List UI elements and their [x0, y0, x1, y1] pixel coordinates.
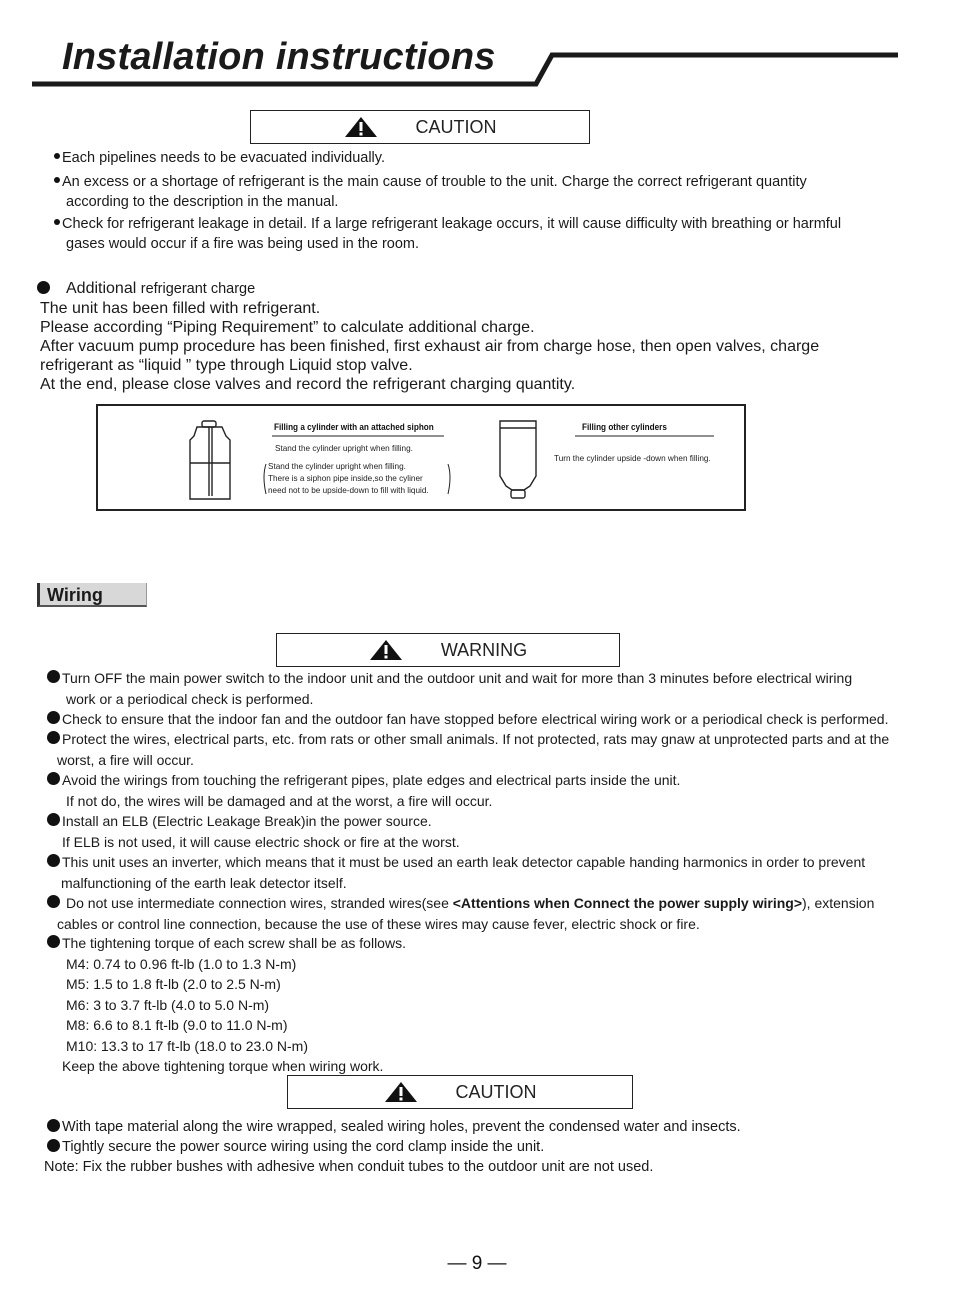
list-item-cont: If not do, the wires will be damaged and at the worst, a fire will occur.: [66, 793, 493, 809]
section-heading: Additional refrigerant charge: [66, 280, 256, 297]
torque-note: Keep the above tightening torque when wiring work.: [62, 1058, 384, 1074]
cylinder-filling-figure: [96, 404, 746, 511]
bullet-icon: [47, 670, 60, 683]
text-line: Please according “Piping Requirement” to calculate additional charge.: [40, 319, 535, 336]
list-item: Do not use intermediate connection wires, stranded wires(see <Attentions when Connect the power supply wiring>), extension: [66, 895, 875, 911]
warning-label: WARNING: [440, 639, 528, 660]
list-item-cont: according to the description in the manual.: [66, 194, 339, 210]
torque-row: M6: 3 to 3.7 ft-lb (4.0 to 5.0 N-m): [66, 997, 270, 1013]
figure-left-subtitle: Stand the cylinder upright when filling.: [275, 444, 413, 453]
caution-box-top: [250, 110, 590, 144]
list-item-cont: gases would occur if a fire was being used in the room.: [66, 236, 420, 252]
list-item: Check for refrigerant leakage in detail. If a large refrigerant leakage occurs, it will cause difficulty with breathing or harmful: [54, 214, 841, 234]
text-line: refrigerant as “liquid ” type through Liquid stop valve.: [40, 357, 413, 374]
figure-right-subtitle: Turn the cylinder upside -down when filling.: [554, 454, 711, 463]
torque-row: M10: 13.3 to 17 ft-lb (18.0 to 23.0 N-m): [66, 1038, 309, 1054]
text-line: After vacuum pump procedure has been finished, first exhaust air from charge hose, then open valves, charge: [40, 338, 820, 355]
text-line: At the end, please close valves and record the refrigerant charging quantity.: [40, 376, 576, 393]
text-line: The unit has been filled with refrigerant.: [40, 300, 321, 317]
list-item-cont: worst, a fire will occur.: [57, 752, 194, 768]
torque-row: M4: 0.74 to 0.96 ft-lb (1.0 to 1.3 N-m): [66, 956, 297, 972]
bullet-icon: [47, 935, 60, 948]
list-item: Avoid the wirings from touching the refrigerant pipes, plate edges and electrical parts inside the unit.: [62, 772, 681, 788]
figure-left-title: Filling a cylinder with an attached siphon: [274, 422, 434, 433]
caution-box-bottom: [287, 1075, 633, 1109]
bullet-icon: [47, 731, 60, 744]
caution-label: CAUTION: [455, 1081, 537, 1102]
list-item: Check to ensure that the indoor fan and the outdoor fan have stopped before electrical wiring work or a periodical check is performed.: [62, 711, 889, 727]
list-item: Turn OFF the main power switch to the indoor unit and the outdoor unit and wait for more than 3 minutes before electrical wiring: [62, 670, 853, 686]
list-item: Each pipelines needs to be evacuated individually.: [54, 148, 385, 168]
bullet-icon: [47, 1119, 60, 1132]
note-text: Note: Fix the rubber bushes with adhesive when conduit tubes to the outdoor unit are not used.: [44, 1159, 654, 1175]
figure-left-note: Stand the cylinder upright when filling.: [268, 462, 406, 471]
page-title: Installation instructions: [62, 36, 496, 78]
list-item: The tightening torque of each screw shall be as follows.: [62, 935, 406, 951]
warning-triangle-icon: [369, 639, 403, 661]
bullet-icon: [47, 711, 60, 724]
list-item: Protect the wires, electrical parts, etc. from rats or other small animals. If not protected, rats may gnaw at unprotected parts and at the: [62, 731, 890, 747]
list-item-cont: cables or control line connection, because the use of these wires may cause fever, electric shock or fire.: [57, 916, 700, 932]
list-item: An excess or a shortage of refrigerant is the main cause of trouble to the unit. Charge the correct refrigerant quantity: [54, 172, 807, 192]
bullet-icon: [47, 1139, 60, 1152]
bullet-icon: [47, 854, 60, 867]
list-item-cont: work or a periodical check is performed.: [66, 691, 314, 707]
torque-row: M8: 6.6 to 8.1 ft-lb (9.0 to 11.0 N-m): [66, 1017, 288, 1033]
warning-triangle-icon: [384, 1081, 418, 1103]
bullet-icon: [47, 813, 60, 826]
figure-left-note: There is a siphon pipe inside,so the cyliner: [268, 474, 423, 483]
list-item-cont: If ELB is not used, it will cause electric shock or fire at the worst.: [62, 834, 460, 850]
wiring-section-tab: Wiring: [37, 583, 147, 607]
bullet-icon: [47, 772, 60, 785]
figure-right-title: Filling other cylinders: [582, 422, 667, 433]
list-item: Install an ELB (Electric Leakage Break)in the power source.: [62, 813, 432, 829]
list-item-cont: malfunctioning of the earth leak detector itself.: [61, 875, 347, 891]
list-item: This unit uses an inverter, which means that it must be used an earth leak detector capable handing harmonics in order to prevent: [62, 854, 866, 870]
warning-box: [276, 633, 620, 667]
bullet-icon: [47, 895, 60, 908]
list-item: With tape material along the wire wrapped, sealed wiring holes, prevent the condensed water and insects.: [62, 1119, 741, 1135]
bullet-icon: [37, 281, 50, 294]
warning-triangle-icon: [344, 116, 378, 138]
figure-left-note: need not to be upside-down to fill with liquid.: [268, 486, 429, 495]
caution-label: CAUTION: [415, 116, 497, 137]
list-item: Tightly secure the power source wiring using the cord clamp inside the unit.: [62, 1139, 545, 1155]
torque-row: M5: 1.5 to 1.8 ft-lb (2.0 to 2.5 N-m): [66, 976, 281, 992]
page-number: — 9 —: [447, 1253, 507, 1274]
